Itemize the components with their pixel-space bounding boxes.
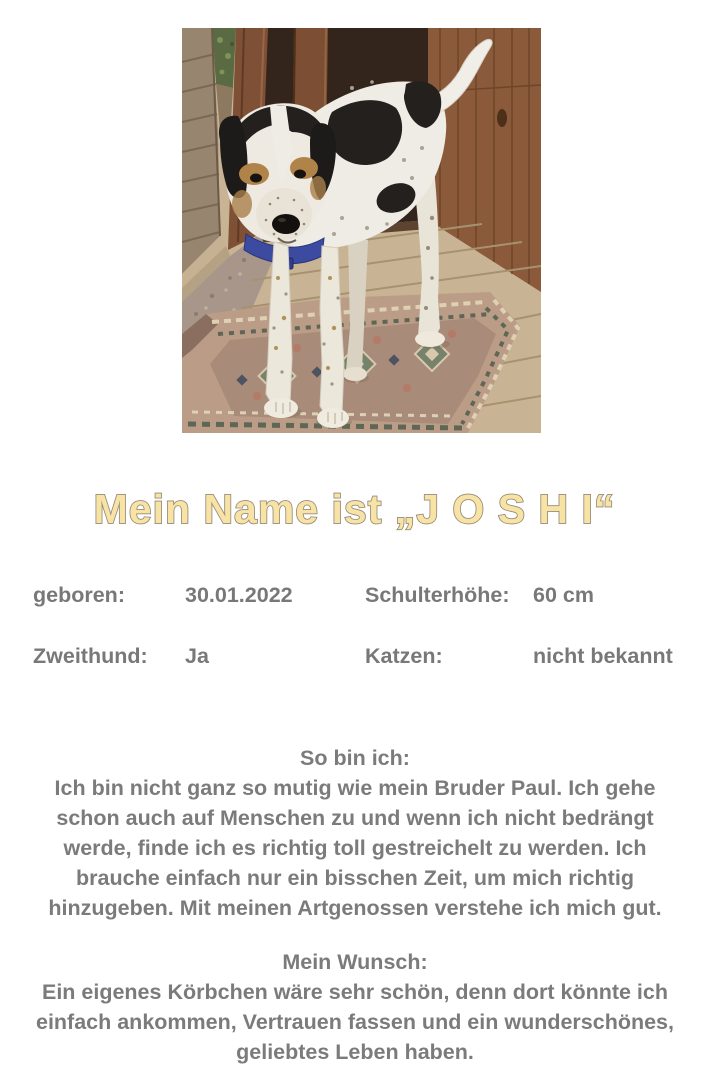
text-sections [30, 743, 680, 1067]
facts-table [33, 583, 693, 669]
fact-value-zweithund: Ja [185, 644, 209, 668]
section-body: Ein eigenes Körbchen wäre sehr schön, denn dort könnte ich einfach ankommen, Vertrauen fassen und ein wunderschönes, geliebtes Leben haben. [35, 980, 674, 1064]
dog-photo [182, 28, 541, 433]
fact-label-geboren: geboren: [33, 583, 125, 607]
fact-label-katzen: Katzen: [365, 644, 443, 668]
fact-label-zweithund: Zweithund: [33, 644, 148, 668]
section-heading: So bin ich: [300, 746, 410, 770]
fact-value-schulterhoehe: 60 cm [533, 583, 594, 607]
fact-value-geboren: 30.01.2022 [185, 583, 293, 607]
section-mein-wunsch [30, 947, 680, 1067]
fact-value-katzen: nicht bekannt [533, 644, 673, 668]
fact-label-schulterhoehe: Schulterhöhe: [365, 583, 510, 607]
dog-photo-graphic [182, 28, 541, 433]
flyer-title: Mein Name ist „J O S H I“ [93, 486, 616, 532]
section-body: Ich bin nicht ganz so mutig wie mein Bruder Paul. Ich gehe schon auch auf Menschen zu und wenn ich nicht bedrängt werde, finde ich es richtig toll gestreichelt zu werden. Ich brauche einfach nur ein bisschen Zeit, um mich richtig hinzugeben. Mit meinen Artgenossen verstehe ich mich gut. [48, 776, 662, 920]
section-heading: Mein Wunsch: [282, 950, 428, 974]
section-so-bin-ich [30, 743, 680, 923]
